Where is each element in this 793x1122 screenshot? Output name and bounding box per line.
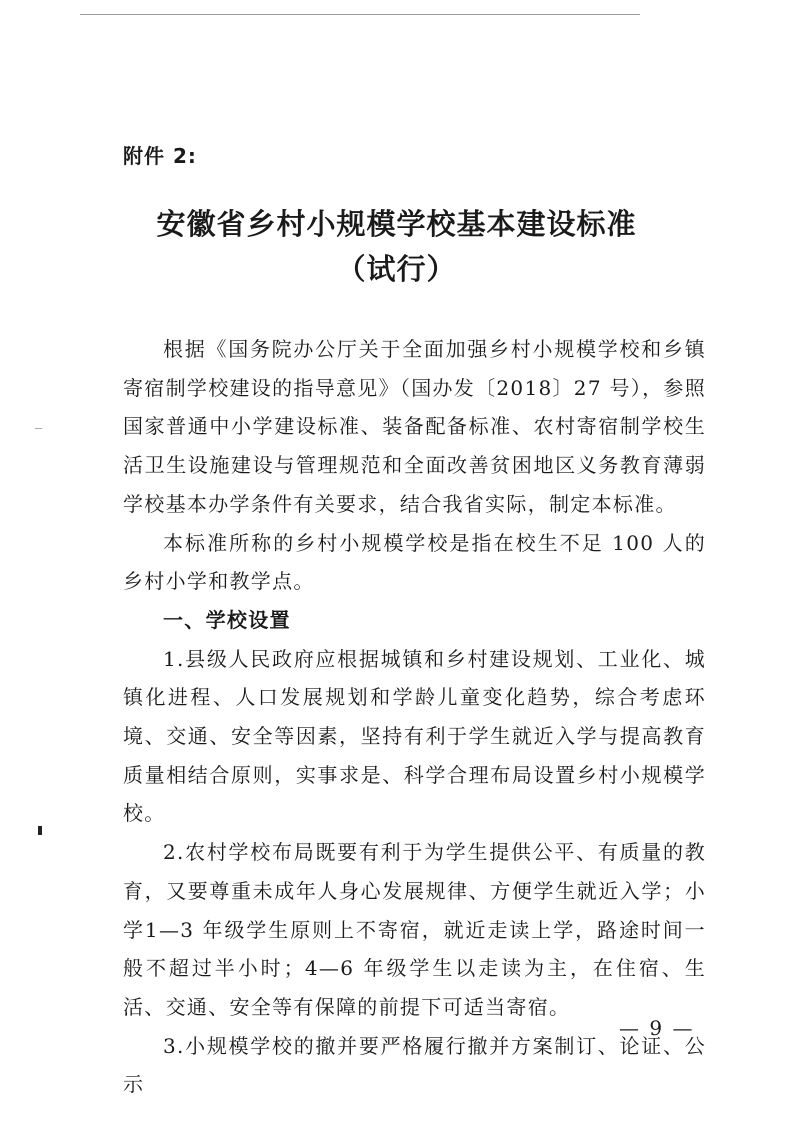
definition-paragraph: 本标准所称的乡村小规模学校是指在校生不足 100 人的乡村小学和教学点。: [123, 530, 706, 594]
document-body: [123, 330, 706, 1104]
list-item: 1.县级人民政府应根据城镇和乡村建设规划、工业化、城镇化进程、人口发展规划和学龄儿童变化趋势，综合考虑环境、交通、安全等因素，坚持有利于学生就近入学与提高教育质量相结合原则，实事求是、科学合理布局设置乡村小规模学校。: [123, 646, 706, 826]
list-item: 2.农村学校布局既要有利于为学生提供公平、有质量的教育，又要尊重未成年人身心发展规律、方便学生就近入学；小学1—3 年级学生原则上不寄宿，就近走读上学，路途时间一般不超过半小时；4—6 年级学生以走读为主，在住宿、生活、交通、安全等有保障的前提下可适当寄宿。: [123, 840, 706, 1019]
section-heading: 一、学校设置: [163, 607, 291, 632]
attachment-label: 附件 2:: [123, 144, 197, 168]
list-item: 3.小规模学校的撤并要严格履行撤并方案制订、论证、公示: [123, 1033, 706, 1097]
margin-dot: [38, 826, 42, 835]
document-subtitle: （试行）: [336, 252, 457, 286]
document-title: 安徽省乡村小规模学校基本建设标准: [156, 207, 637, 241]
intro-paragraph: 根据《国务院办公厅关于全面加强乡村小规模学校和乡镇寄宿制学校建设的指导意见》（国办发〔2018〕27 号），参照国家普通中小学建设标准、装备配备标准、农村寄宿制学校生活卫生设施建设与管理规范和全面改善贫困地区义务教育薄弱学校基本办学条件有关要求，结合我省实际，制定本标准。: [123, 337, 707, 516]
margin-mark: [35, 428, 42, 429]
page-number: — 9 —: [619, 1016, 695, 1040]
top-border-line: [80, 14, 640, 15]
